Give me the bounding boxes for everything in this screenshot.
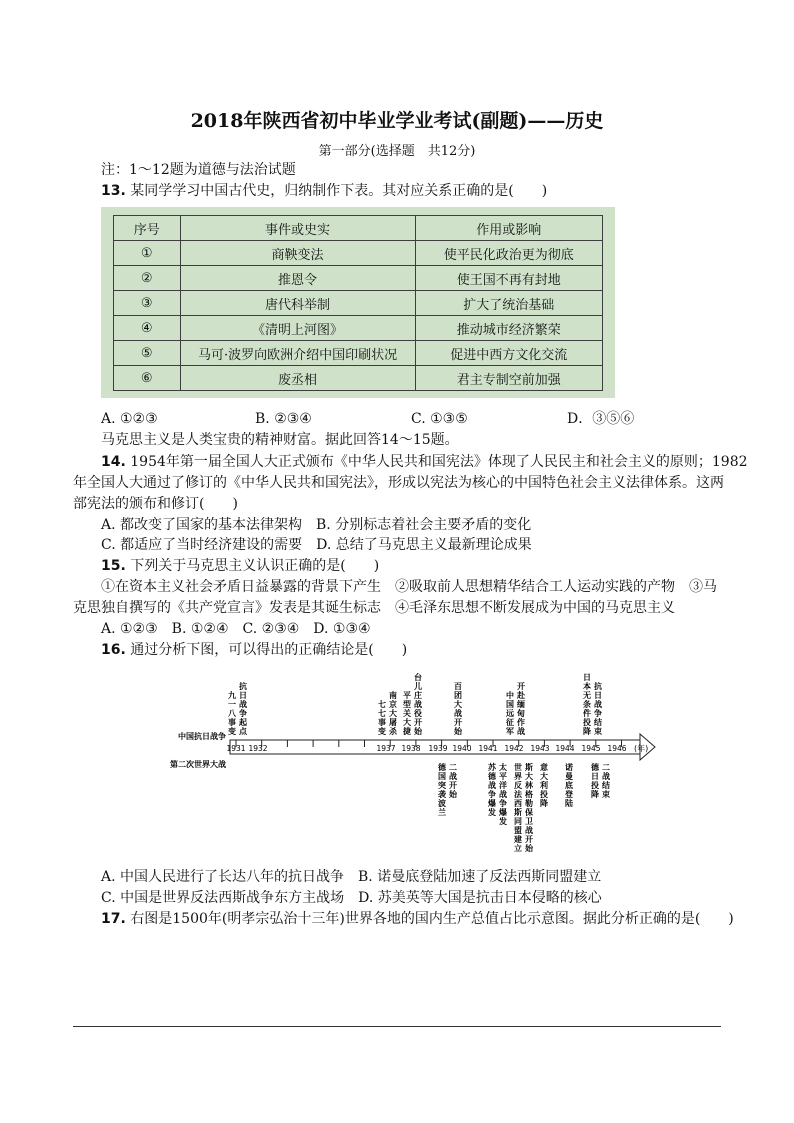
header-cell: 事件或史实 [180,216,415,241]
table-row [114,316,603,341]
question-17-stem [101,909,734,929]
timeline-year-label: 1939 [428,744,448,753]
question-15-line1: ①在资本主义社会矛盾日益暴露的背景下产生 ②吸取前人思想精华结合工人运动实践的产物 ③马 [101,579,717,595]
timeline-event-label [449,763,458,799]
table-cell: 促进中西方文化交流 [415,341,602,366]
timeline-event-label [513,762,523,853]
timeline-event-text: 抗日战争结束 [594,682,602,736]
question-15-line2: 克思独自撰写的《共产党宣言》发表是其诞生标志 ④毛泽东思想不断发展成为中国的马克思主义 [73,600,675,616]
question-16-options-2[interactable]: C. 中国是世界反法西斯战争东方主战场 D. 苏美英等大国是抗击日本侵略的核心 [101,890,602,906]
timeline-event-label [454,681,463,736]
timeline-year-label: 1943 [530,744,550,753]
table-cell: 商鞅变法 [180,241,415,266]
table-row [114,341,603,366]
timeline-event-label [487,762,497,817]
header-cell: 序号 [114,216,181,241]
table-cell: 扩大了统治基础 [415,291,602,316]
timeline-label-top: 中国抗日战争 [178,732,226,741]
table-cell: ③ [114,291,181,316]
timeline-year-label: 1932 [248,744,268,753]
timeline-year-label: 1942 [504,744,524,753]
timeline-event-text: 九一八事变 [228,691,236,736]
timeline-event-text: 苏德战争爆发 [488,763,496,817]
timeline-year-label: 1945 [581,744,601,753]
table-cell: 马可·波罗向欧洲介绍中国印刷状况 [180,341,415,366]
timeline-event-text: 南京大屠杀 [389,691,397,736]
event-table [113,215,603,391]
timeline-event-label [228,690,237,736]
timeline-event-text: 平型关大捷 [403,691,411,736]
timeline-event-text: 斯大林格勒保卫战开始 [525,763,533,853]
option-d[interactable]: D．③⑤⑥ [567,411,635,427]
timeline-event-label [389,690,397,736]
question-16-options-1[interactable]: A. 中国人民进行了长达八年的抗日战争 B. 诺曼底登陆加速了反法西斯同盟建立 [101,869,602,885]
question-14-line3: 部宪法的颁布和修订( ) [73,496,238,512]
timeline-event-label [402,690,411,736]
timeline-event-label [413,672,423,736]
timeline-event-label [378,699,386,736]
timeline-event-text: 日本无条件投降 [583,673,591,736]
question-number: 15. [101,558,126,574]
table-cell: ④ [114,316,181,341]
timeline-year-label: 1944 [555,744,575,753]
question-14-line1 [101,452,748,472]
option-c[interactable]: C. ①③⑤ [411,411,468,427]
header-cell: 作用或影响 [415,216,602,241]
timeline-event-label [239,681,248,736]
table-cell: 唐代科举制 [180,291,415,316]
timeline-year-unit: (年) [634,744,649,753]
timeline-event-text: 中国远征军 [506,691,514,736]
timeline-event-text: 世界反法西斯同盟建立 [514,763,522,853]
table-cell: 推恩令 [180,266,415,291]
timeline-event-label [516,681,525,736]
timeline-event-text: 开赴缅甸作战 [517,682,525,736]
question-text: 1954年第一届全国人大正式颁布《中华人民共和国宪法》体现了人民民主和社会主义的原则；1982 [130,454,748,470]
table-cell: 君主专制空前加强 [415,366,602,391]
passage-intro: 马克思主义是人类宝贵的精神财富。据此回答14～15题。 [101,432,459,448]
table-cell: ⑥ [114,366,181,391]
question-13-stem [101,181,547,201]
table-row [114,291,603,316]
timeline-event-label [539,762,548,808]
timeline-event-text: 太平洋战争爆发 [499,763,507,826]
timeline-event-text: 德国突袭波兰 [438,763,446,817]
timeline-event-text: 百团大战开始 [454,682,462,736]
timeline-year-label: 1938 [401,744,421,753]
question-text: 下列关于马克思主义认识正确的是( ) [130,558,380,574]
event-table-panel [101,207,615,398]
question-14-options-2[interactable]: C. 都适应了当时经济建设的需要 D. 总结了马克思主义最新理论成果 [101,537,532,553]
timeline-year-label: 1937 [376,744,396,753]
table-cell: 推动城市经济繁荣 [415,316,602,341]
option-b[interactable]: B. ②③④ [255,411,312,427]
timeline-event-text: 意大利投降 [540,763,548,808]
question-14-line2: 年全国人大通过了修订的《中华人民共和国宪法》，形成以宪法为核心的中国特色社会主义法律体系。这两 [73,475,724,491]
question-15-options[interactable]: A. ①②③ B. ①②④ C. ②③④ D. ①③④ [101,621,371,637]
timeline-event-text: 二战开始 [449,763,457,799]
question-15-stem [101,556,379,576]
question-text: 通过分析下图，可以得出的正确结论是( ) [130,642,408,658]
table-cell: 《清明上河图》 [180,316,415,341]
question-14-options-1[interactable]: A. 都改变了国家的基本法律架构 B. 分别标志着社会主要矛盾的变化 [101,517,532,533]
question-number: 16. [101,642,126,658]
footer-divider [73,1026,721,1027]
table-header-row [114,216,603,241]
question-number: 13. [101,183,126,199]
timeline-year-label: 1931 [226,744,246,753]
timeline-year-label: 1941 [478,744,498,753]
page-title: 2018年陕西省初中毕业学业考试(副题)——历史 [190,110,604,132]
table-row [114,266,603,291]
timeline-event-text: 抗日战争起点 [239,682,247,736]
timeline-year-label: 1940 [452,744,472,753]
timeline-event-text: 七七事变 [378,700,386,736]
section-heading: 第一部分(选择题 共12分) [318,144,476,159]
timeline-event-text: 诺曼底登陆 [565,763,573,808]
timeline-event-label [498,762,507,826]
timeline-year-label: 1946 [607,744,627,753]
table-cell: ② [114,266,181,291]
table-row [114,241,603,266]
table-row [114,366,603,391]
timeline-event-label [564,762,573,808]
timeline-event-label [437,762,447,817]
question-number: 14. [101,454,126,470]
timeline-event-text: 二战结束 [602,763,610,799]
question-16-stem [101,640,407,660]
note-text: 注：1～12题为道德与法治试题 [101,162,296,178]
option-a[interactable]: A. ①②③ [101,411,158,427]
table-cell: 使王国不再有封地 [415,266,602,291]
table-cell: 废丞相 [180,366,415,391]
timeline-event-label [594,681,602,736]
timeline-event-label [524,762,534,853]
table-cell: ⑤ [114,341,181,366]
timeline-event-text: 德日投降 [591,763,599,799]
wwii-timeline-diagram [160,660,660,865]
question-text: 右图是1500年(明孝宗弘治十三年)世界各地的国内生产总值占比示意图。据此分析正确的是( ) [130,911,734,927]
timeline-label-bottom: 第二次世界大战 [170,760,226,769]
timeline-event-label [583,673,591,736]
question-number: 17. [101,911,126,927]
question-text: 某同学学习中国古代史，归纳制作下表。其对应关系正确的是( ) [130,183,548,199]
table-cell: 使平民化政治更为彻底 [415,241,602,266]
timeline-event-label [602,763,610,799]
timeline-event-label [505,690,514,736]
timeline-event-label [591,762,600,799]
timeline-event-text: 台儿庄战役开始 [414,673,422,736]
table-cell: ① [114,241,181,266]
